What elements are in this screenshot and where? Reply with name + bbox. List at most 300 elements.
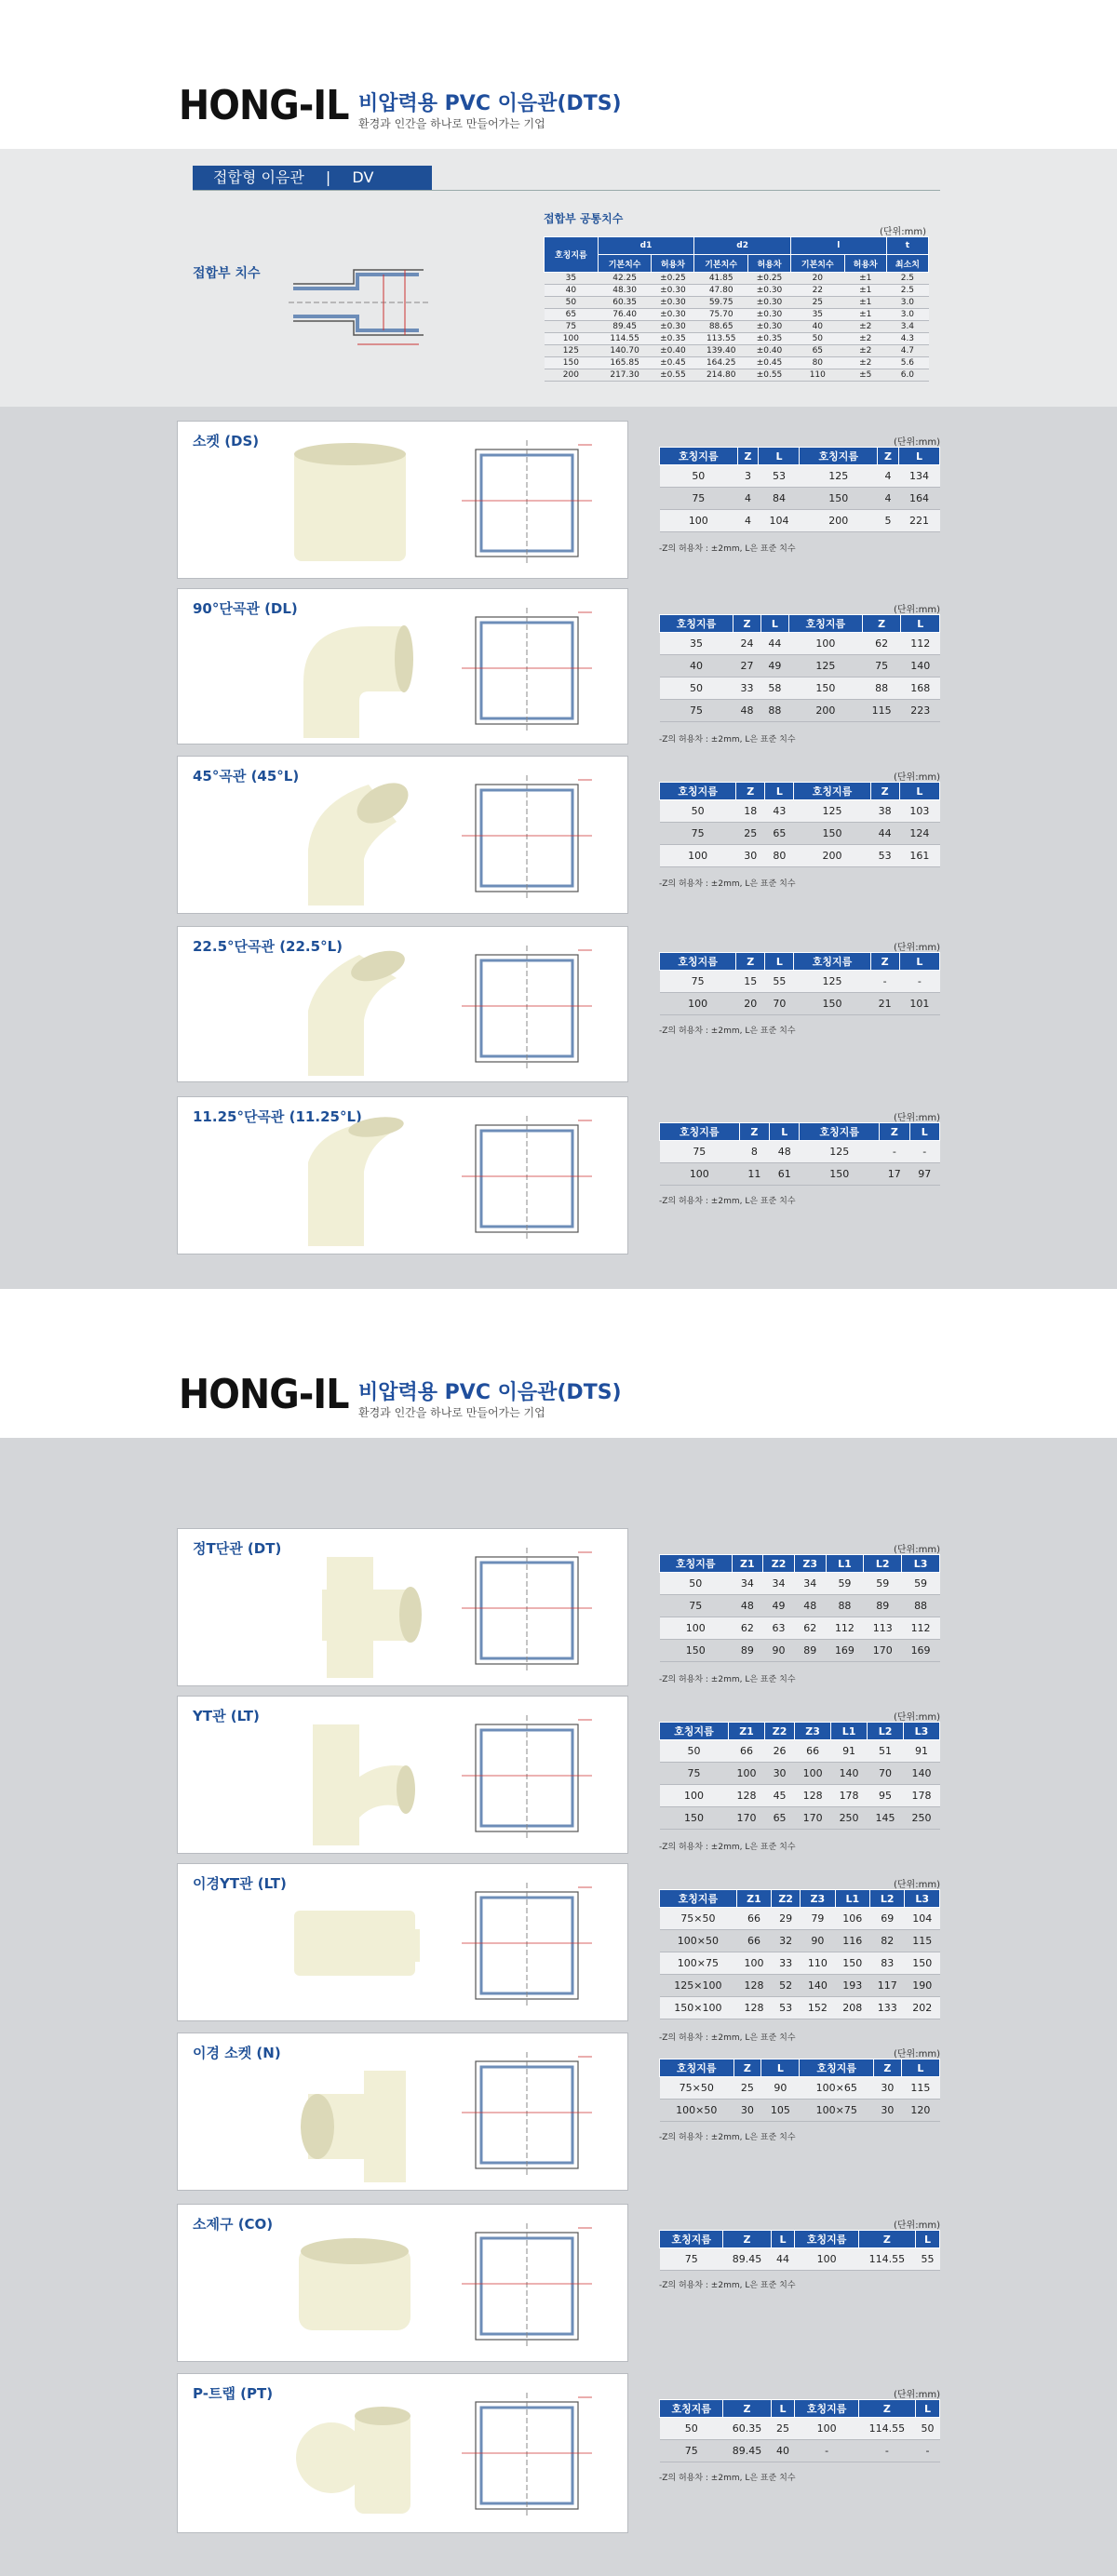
tolerance-note: -Z의 허용차 : ±2mm, L은 표준 치수 xyxy=(659,544,796,554)
table-cell: ±0.30 xyxy=(652,297,694,309)
tolerance-note: -Z의 허용차 : ±2mm, L은 표준 치수 xyxy=(659,2033,796,2043)
table-cell: 134 xyxy=(898,465,939,488)
table-cell: 150 xyxy=(800,1163,880,1186)
table-cell: 250 xyxy=(904,1807,940,1830)
table-cell: ±1 xyxy=(844,273,886,285)
table-cell: 139.40 xyxy=(694,345,748,357)
col-header: Z xyxy=(862,615,901,633)
table-cell: 62 xyxy=(862,633,901,655)
product-title: 45°곡관 (45°L) xyxy=(193,768,300,785)
tolerance-note: -Z의 허용차 : ±2mm, L은 표준 치수 xyxy=(659,2474,796,2483)
col-header: Z xyxy=(874,2059,902,2077)
table-row xyxy=(660,845,940,867)
table-row xyxy=(660,1640,940,1662)
table-cell: 41.85 xyxy=(694,273,748,285)
table-cell: 89 xyxy=(794,1640,826,1662)
table-cell: 115 xyxy=(905,1930,940,1952)
table-cell: 100 xyxy=(660,1163,740,1186)
table-cell: 152 xyxy=(801,1997,835,2019)
col-header: Z xyxy=(870,953,899,971)
table-cell: 150 xyxy=(800,488,878,510)
table-cell: 75 xyxy=(660,971,736,993)
table-cell: 75 xyxy=(660,823,736,845)
product-title: 소제구 (CO) xyxy=(193,2216,274,2233)
table-cell: 113.55 xyxy=(694,333,748,345)
header-title: 비압력용 PVC 이음관(DTS) xyxy=(358,92,622,115)
table-cell: 51 xyxy=(868,1740,904,1763)
col-header: L1 xyxy=(835,1890,869,1908)
col-header: Z3 xyxy=(795,1723,831,1740)
table-cell: 83 xyxy=(870,1952,905,1975)
table-cell: 100 xyxy=(660,1785,729,1807)
table-cell: 66 xyxy=(729,1740,765,1763)
page-header-1 xyxy=(0,0,1117,149)
table-cell: 100×75 xyxy=(660,1952,737,1975)
unit-label: (단위:mm) xyxy=(894,605,940,615)
table-row xyxy=(660,1617,940,1640)
table-cell: 128 xyxy=(729,1785,765,1807)
table-cell: ±0.55 xyxy=(748,369,791,382)
table-cell: 193 xyxy=(835,1975,869,1997)
col-header: L xyxy=(765,783,794,800)
table-cell: 140 xyxy=(904,1763,940,1785)
col-header: L xyxy=(899,783,939,800)
table-cell: - xyxy=(870,971,899,993)
table-cell: 140 xyxy=(831,1763,868,1785)
unit-label: (단위:mm) xyxy=(894,1545,940,1555)
table-cell: 112 xyxy=(902,1617,940,1640)
table-cell: 100 xyxy=(788,633,862,655)
table-cell: 4 xyxy=(737,488,759,510)
unit-label: (단위:mm) xyxy=(894,943,940,953)
brand-logo-2: HONG-IL xyxy=(179,1371,349,1418)
table-cell: 103 xyxy=(899,800,939,823)
table-cell: ±0.25 xyxy=(652,273,694,285)
table-cell: 48 xyxy=(770,1141,800,1163)
col-header: Z xyxy=(880,1123,909,1141)
table-cell: 35 xyxy=(545,273,599,285)
table-cell: 8 xyxy=(739,1141,769,1163)
col-subheader: 허용차 xyxy=(844,255,886,273)
table-row xyxy=(660,1807,940,1830)
table-cell: 178 xyxy=(831,1785,868,1807)
table-row xyxy=(660,2248,940,2271)
table-row xyxy=(660,800,940,823)
table-row xyxy=(660,465,940,488)
table-cell: 26 xyxy=(764,1740,794,1763)
product-card-reducing-socket xyxy=(177,2033,628,2191)
table-cell: 4.3 xyxy=(886,333,928,345)
col-subheader: 허용차 xyxy=(652,255,694,273)
table-cell: 35 xyxy=(660,633,733,655)
table-cell: - xyxy=(795,2440,858,2462)
table-cell: 48 xyxy=(733,700,761,722)
col-header: L1 xyxy=(826,1555,864,1573)
table-cell: 115 xyxy=(862,700,901,722)
table-cell: 65 xyxy=(764,1807,794,1830)
table-cell: ±2 xyxy=(844,345,886,357)
col-header: Z xyxy=(733,2059,761,2077)
unit-label: (단위:mm) xyxy=(894,1113,940,1123)
joint-table xyxy=(544,236,929,382)
table-cell: 140.70 xyxy=(598,345,652,357)
table-cell: 88 xyxy=(760,700,788,722)
unit-label: (단위:mm) xyxy=(894,2220,940,2231)
col-header: 호칭지름 xyxy=(800,2059,874,2077)
table-cell: 250 xyxy=(831,1807,868,1830)
table-cell: 59 xyxy=(826,1573,864,1595)
table-cell: 200 xyxy=(545,369,599,382)
col-header: 호칭지름 xyxy=(794,783,870,800)
col-header: Z xyxy=(870,783,899,800)
table-cell: 5.6 xyxy=(886,357,928,369)
col-header: L3 xyxy=(904,1723,940,1740)
table-cell: 110 xyxy=(801,1952,835,1975)
col-subheader: 허용차 xyxy=(748,255,791,273)
unit-label: (단위:mm) xyxy=(894,1880,940,1890)
table-cell: 44 xyxy=(870,823,899,845)
table-row xyxy=(660,993,940,1015)
table-cell: 59.75 xyxy=(694,297,748,309)
table-cell: 200 xyxy=(794,845,870,867)
table-cell: 49 xyxy=(763,1595,795,1617)
table-cell: ±0.40 xyxy=(748,345,791,357)
col-header: L xyxy=(901,615,940,633)
table-cell: 90 xyxy=(761,2077,800,2100)
table-cell: 124 xyxy=(899,823,939,845)
table-cell: 200 xyxy=(800,510,878,532)
col-header: L xyxy=(761,2059,800,2077)
table-cell: 164 xyxy=(898,488,939,510)
product-photo xyxy=(285,431,424,575)
table-row xyxy=(545,297,929,309)
table-cell: 76.40 xyxy=(598,309,652,321)
table-cell: 75 xyxy=(660,488,738,510)
table-cell: 24 xyxy=(733,633,761,655)
table-cell: 170 xyxy=(729,1807,765,1830)
col-header: 호칭지름 xyxy=(800,448,878,465)
spec-table xyxy=(659,1122,940,1186)
col-header: L3 xyxy=(902,1555,940,1573)
tolerance-note: -Z의 허용차 : ±2mm, L은 표준 치수 xyxy=(659,2133,796,2142)
table-cell: 100 xyxy=(660,993,736,1015)
table-cell: ±0.30 xyxy=(748,285,791,297)
table-cell: 50 xyxy=(660,800,736,823)
col-header: L xyxy=(771,2400,795,2418)
table-cell: 150×100 xyxy=(660,1997,737,2019)
table-row xyxy=(660,1595,940,1617)
table-cell: 117 xyxy=(870,1975,905,1997)
table-cell: 200 xyxy=(788,700,862,722)
table-cell: 25 xyxy=(790,297,844,309)
table-cell: 47.80 xyxy=(694,285,748,297)
table-cell: 88 xyxy=(826,1595,864,1617)
col-subheader: 기본치수 xyxy=(598,255,652,273)
product-photo xyxy=(285,2214,424,2358)
table-cell: 29 xyxy=(772,1908,801,1930)
page-header-2 xyxy=(0,1289,1117,1438)
table-cell: 20 xyxy=(790,273,844,285)
table-cell: 221 xyxy=(898,510,939,532)
table-cell: 95 xyxy=(868,1785,904,1807)
product-drawing xyxy=(457,1878,597,2013)
table-cell: ±2 xyxy=(844,333,886,345)
col-header: Z1 xyxy=(732,1555,763,1573)
table-cell: 161 xyxy=(899,845,939,867)
product-title: 22.5°단곡관 (22.5°L) xyxy=(193,938,343,955)
col-header: L2 xyxy=(864,1555,902,1573)
table-row xyxy=(545,285,929,297)
product-drawing xyxy=(457,603,597,738)
table-cell: 190 xyxy=(905,1975,940,1997)
table-cell: 69 xyxy=(870,1908,905,1930)
table-row xyxy=(660,1785,940,1807)
table-cell: 53 xyxy=(870,845,899,867)
col-header: Z xyxy=(723,2400,771,2418)
table-cell: ±0.35 xyxy=(652,333,694,345)
col-header: 호칭지름 xyxy=(788,615,862,633)
table-cell: 49 xyxy=(760,655,788,678)
table-cell: 62 xyxy=(732,1617,763,1640)
table-cell: 140 xyxy=(901,655,940,678)
table-cell: 125×100 xyxy=(660,1975,737,1997)
table-cell: 11 xyxy=(739,1163,769,1186)
table-cell: 50 xyxy=(660,2418,723,2440)
col-header: Z2 xyxy=(764,1723,794,1740)
table-cell: 75 xyxy=(660,1763,729,1785)
unit-label: (단위:mm) xyxy=(894,772,940,783)
table-cell: 75.70 xyxy=(694,309,748,321)
table-row xyxy=(660,1997,940,2019)
table-cell: ±2 xyxy=(844,321,886,333)
product-photo xyxy=(285,766,424,910)
table-cell: 100 xyxy=(795,1763,831,1785)
table-row xyxy=(545,357,929,369)
table-cell: 75 xyxy=(660,1141,740,1163)
table-cell: 120 xyxy=(901,2100,939,2122)
table-row xyxy=(545,321,929,333)
tolerance-note: -Z의 허용차 : ±2mm, L은 표준 치수 xyxy=(659,1026,796,1036)
table-cell: 25 xyxy=(771,2418,795,2440)
product-card-p-trap xyxy=(177,2373,628,2533)
table-cell: 43 xyxy=(765,800,794,823)
table-cell: 89.45 xyxy=(723,2248,771,2271)
product-title: P-트랩 (PT) xyxy=(193,2385,274,2402)
table-cell: 50 xyxy=(660,678,733,700)
joint-table-title: 접합부 공통치수 xyxy=(544,212,624,225)
table-cell: 50 xyxy=(660,1740,729,1763)
tolerance-note: -Z의 허용차 : ±2mm, L은 표준 치수 xyxy=(659,2281,796,2290)
table-cell: 113 xyxy=(864,1617,902,1640)
table-cell: 101 xyxy=(899,993,939,1015)
table-cell: 100×75 xyxy=(800,2100,874,2122)
table-row xyxy=(660,1952,940,1975)
product-title: 정T단관 (DT) xyxy=(193,1540,282,1557)
table-cell: 89 xyxy=(732,1640,763,1662)
product-drawing xyxy=(457,2219,597,2354)
joint-section xyxy=(0,149,1117,407)
table-row xyxy=(545,369,929,382)
product-drawing xyxy=(457,1543,597,1678)
table-cell: 140 xyxy=(801,1975,835,1997)
table-cell: 125 xyxy=(800,465,878,488)
table-cell: ±0.30 xyxy=(652,309,694,321)
table-cell: 165.85 xyxy=(598,357,652,369)
product-photo xyxy=(285,1873,424,2018)
table-cell: 21 xyxy=(870,993,899,1015)
col-header: d1 xyxy=(598,237,694,255)
col-header: Z xyxy=(858,2400,915,2418)
brand-logo: HONG-IL xyxy=(179,82,349,129)
table-cell: 125 xyxy=(788,655,862,678)
product-drawing xyxy=(457,941,597,1076)
table-cell: 50 xyxy=(916,2418,940,2440)
table-cell: 150 xyxy=(794,993,870,1015)
table-cell: 170 xyxy=(864,1640,902,1662)
col-header: L xyxy=(899,953,939,971)
col-header: 호칭지름 xyxy=(800,1123,880,1141)
table-cell: 75 xyxy=(660,2248,723,2271)
tolerance-note: -Z의 허용차 : ±2mm, L은 표준 치수 xyxy=(659,735,796,745)
table-cell: 25 xyxy=(733,2077,761,2100)
col-header: 호칭지름 xyxy=(660,1890,737,1908)
tolerance-note: -Z의 허용차 : ±2mm, L은 표준 치수 xyxy=(659,879,796,889)
table-cell: 150 xyxy=(788,678,862,700)
col-header: 호칭지름 xyxy=(660,2231,723,2248)
table-row xyxy=(660,2100,940,2122)
col-header: L xyxy=(901,2059,939,2077)
table-cell: 91 xyxy=(831,1740,868,1763)
table-cell: 112 xyxy=(901,633,940,655)
spec-table xyxy=(659,614,940,722)
table-row xyxy=(660,1163,940,1186)
table-cell: 106 xyxy=(835,1908,869,1930)
table-cell: 114.55 xyxy=(858,2248,915,2271)
table-cell: 133 xyxy=(870,1997,905,2019)
table-cell: 75×50 xyxy=(660,2077,734,2100)
table-cell: 115 xyxy=(901,2077,939,2100)
table-cell: 112 xyxy=(826,1617,864,1640)
table-cell: ±0.55 xyxy=(652,369,694,382)
table-cell: 80 xyxy=(790,357,844,369)
table-cell: 15 xyxy=(736,971,765,993)
col-header: Z3 xyxy=(801,1890,835,1908)
table-cell: 100 xyxy=(795,2248,858,2271)
col-header: 호칭지름 xyxy=(660,1123,740,1141)
table-cell: 150 xyxy=(660,1807,729,1830)
section-code: DV xyxy=(352,168,374,186)
table-row xyxy=(660,2418,940,2440)
col-header: 호칭지름 xyxy=(545,237,599,273)
table-cell: 65 xyxy=(545,309,599,321)
unit-label: (단위:mm) xyxy=(894,1712,940,1723)
table-cell: 45 xyxy=(764,1785,794,1807)
table-cell: 61 xyxy=(770,1163,800,1186)
table-cell: 88.65 xyxy=(694,321,748,333)
table-row xyxy=(660,655,940,678)
table-cell: 50 xyxy=(790,333,844,345)
col-header: Z1 xyxy=(736,1890,771,1908)
product-drawing xyxy=(457,436,597,570)
table-cell: 75 xyxy=(660,700,733,722)
table-cell: 59 xyxy=(864,1573,902,1595)
table-cell: 100 xyxy=(729,1763,765,1785)
product-title: 이경YT관 (LT) xyxy=(193,1875,287,1892)
table-cell: 53 xyxy=(772,1997,801,2019)
col-header: Z2 xyxy=(772,1890,801,1908)
table-cell: 50 xyxy=(660,1573,733,1595)
spec-table xyxy=(659,1889,940,2019)
table-cell: 125 xyxy=(794,971,870,993)
table-cell: 52 xyxy=(772,1975,801,1997)
joint-label: 접합부 치수 xyxy=(193,266,261,281)
table-cell: 3.0 xyxy=(886,297,928,309)
table-cell: 48 xyxy=(732,1595,763,1617)
col-header: L xyxy=(916,2400,940,2418)
table-cell: 33 xyxy=(772,1952,801,1975)
product-title: 소켓 (DS) xyxy=(193,433,260,449)
table-cell: 63 xyxy=(763,1617,795,1640)
table-cell: 169 xyxy=(902,1640,940,1662)
table-cell: ±0.25 xyxy=(748,273,791,285)
header-subtitle: 환경과 인간을 하나로 만들어가는 기업 xyxy=(358,117,545,130)
header-subtitle-2: 환경과 인간을 하나로 만들어가는 기업 xyxy=(358,1406,545,1419)
col-header: 호칭지름 xyxy=(660,448,738,465)
table-cell: 59 xyxy=(902,1573,940,1595)
table-row xyxy=(660,633,940,655)
table-cell: 30 xyxy=(874,2100,902,2122)
product-title: 이경 소켓 (N) xyxy=(193,2045,281,2061)
product-title: YT관 (LT) xyxy=(193,1708,260,1724)
table-row xyxy=(660,2077,940,2100)
spec-table xyxy=(659,1722,940,1830)
col-subheader: 최소치 xyxy=(886,255,928,273)
table-cell: 88 xyxy=(862,678,901,700)
table-cell: 89 xyxy=(864,1595,902,1617)
product-title: 11.25°단곡관 (11.25°L) xyxy=(193,1108,362,1125)
col-header: L2 xyxy=(870,1890,905,1908)
table-cell: - xyxy=(899,971,939,993)
table-cell: 170 xyxy=(795,1807,831,1830)
table-cell: 208 xyxy=(835,1997,869,2019)
col-header: 호칭지름 xyxy=(660,953,736,971)
product-card-elbow-11 xyxy=(177,1096,628,1254)
table-cell: 100 xyxy=(660,845,736,867)
product-card-tee xyxy=(177,1528,628,1686)
table-cell: 33 xyxy=(733,678,761,700)
product-card-cleanout xyxy=(177,2204,628,2362)
tolerance-note: -Z의 허용차 : ±2mm, L은 표준 치수 xyxy=(659,1675,796,1684)
col-header: Z xyxy=(723,2231,771,2248)
joint-drawing xyxy=(289,251,437,354)
table-row xyxy=(660,2440,940,2462)
table-cell: 30 xyxy=(874,2077,902,2100)
table-cell: 40 xyxy=(660,655,733,678)
table-cell: 100 xyxy=(736,1952,771,1975)
table-cell: 3.4 xyxy=(886,321,928,333)
col-subheader: 기본치수 xyxy=(790,255,844,273)
table-cell: 48.30 xyxy=(598,285,652,297)
table-cell: - xyxy=(880,1141,909,1163)
table-cell: 169 xyxy=(826,1640,864,1662)
table-cell: 4.7 xyxy=(886,345,928,357)
col-header: Z xyxy=(736,783,765,800)
product-photo xyxy=(285,598,424,743)
table-row xyxy=(660,678,940,700)
table-cell: 5 xyxy=(878,510,899,532)
col-header: t xyxy=(886,237,928,255)
table-cell: 32 xyxy=(772,1930,801,1952)
